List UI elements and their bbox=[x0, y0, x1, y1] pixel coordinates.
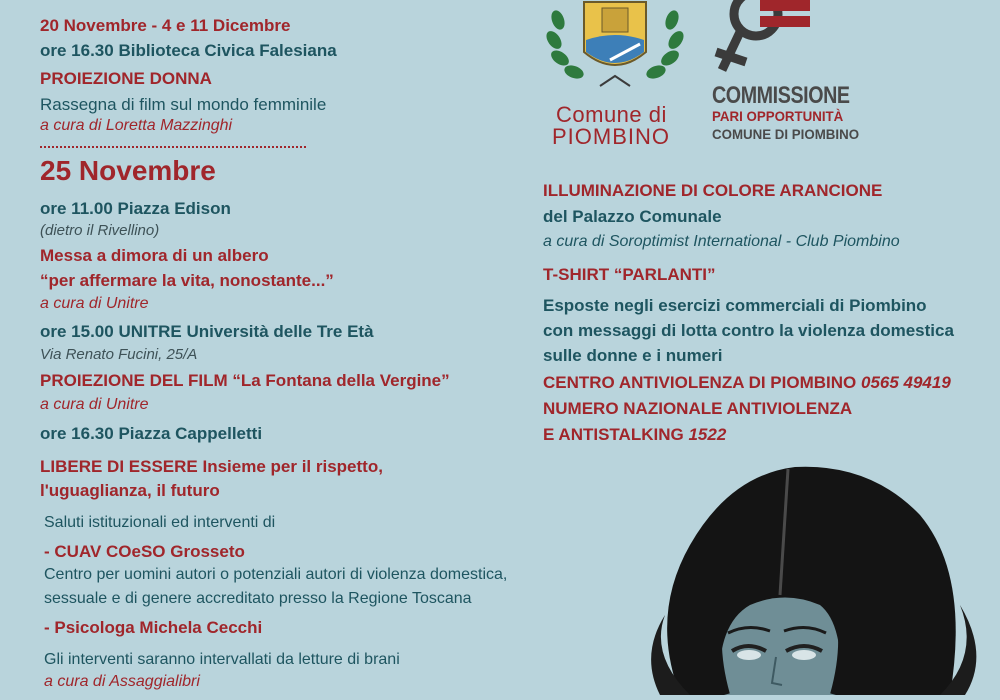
female-symbol-icon bbox=[712, 0, 812, 85]
cura-mazzinghi: a cura di Loretta Mazzinghi bbox=[40, 117, 233, 134]
proiezione-donna-heading: PROIEZIONE DONNA bbox=[40, 69, 212, 88]
interventi-line: Gli interventi saranno intervallati da letture di brani bbox=[44, 651, 400, 668]
via-fucini-line: Via Renato Fucini, 25/A bbox=[40, 346, 198, 363]
cura-unitre-1: a cura di Unitre bbox=[40, 295, 149, 312]
antistalking-line bbox=[543, 425, 726, 445]
commissione-title: COMMISSIONE bbox=[712, 82, 850, 109]
nov25-heading: 25 Novembre bbox=[40, 155, 216, 186]
cura-unitre-2: a cura di Unitre bbox=[40, 396, 149, 413]
psicologa-line: - Psicologa Michela Cecchi bbox=[44, 618, 263, 637]
affermare-line: “per affermare la vita, nonostante...” bbox=[40, 271, 334, 290]
centro-line-2: sessuale e di genere accreditato presso la Regione Toscana bbox=[44, 590, 472, 607]
antistalking-label: E ANTISTALKING bbox=[543, 425, 684, 444]
cappelletti-line: ore 16.30 Piazza Cappelletti bbox=[40, 424, 263, 443]
centro-line-1: Centro per uomini autori o potenziali autori di violenza domestica, bbox=[44, 566, 508, 583]
centro-antiviolenza-number: 0565 49419 bbox=[860, 373, 951, 392]
proiezione-film-line: PROIEZIONE DEL FILM “La Fontana della Vergine” bbox=[40, 371, 450, 390]
illuminazione-heading: ILLUMINAZIONE DI COLORE ARANCIONE bbox=[543, 181, 883, 200]
rassegna-text: Rassegna di film sul mondo femminile bbox=[40, 95, 327, 114]
unitre-line: ore 15.00 UNITRE Università delle Tre Età bbox=[40, 322, 374, 341]
coat-of-arms-icon bbox=[540, 0, 690, 100]
messa-line: Messa a dimora di un albero bbox=[40, 246, 269, 265]
numero-nazionale-line: NUMERO NAZIONALE ANTIVIOLENZA bbox=[543, 399, 853, 418]
cura-soroptimist: a cura di Soroptimist International - Club Piombino bbox=[543, 233, 900, 250]
esposte-line-3: sulle donne e i numeri bbox=[543, 346, 723, 365]
comune-label: Comune di bbox=[556, 102, 667, 127]
woman-illustration bbox=[620, 455, 1000, 695]
centro-antiviolenza-label: CENTRO ANTIVIOLENZA DI PIOMBINO bbox=[543, 373, 857, 392]
pari-opportunita-label: PARI OPPORTUNITÀ bbox=[712, 108, 844, 124]
tshirt-heading: T-SHIRT “PARLANTI” bbox=[543, 265, 716, 284]
palazzo-line: del Palazzo Comunale bbox=[543, 207, 722, 226]
esposte-line-1: Esposte negli esercizi commerciali di Piombino bbox=[543, 296, 927, 315]
section-divider bbox=[40, 146, 306, 148]
dates-line: 20 Novembre - 4 e 11 Dicembre bbox=[40, 16, 291, 35]
saluti-line: Saluti istituzionali ed interventi di bbox=[44, 514, 276, 531]
comune-piombino-label: COMUNE DI PIOMBINO bbox=[712, 126, 860, 142]
dietro-line: (dietro il Rivellino) bbox=[40, 222, 160, 239]
antistalking-number: 1522 bbox=[688, 425, 727, 444]
biblioteca-line: ore 16.30 Biblioteca Civica Falesiana bbox=[40, 41, 337, 60]
piombino-label: PIOMBINO bbox=[552, 124, 671, 149]
edison-line: ore 11.00 Piazza Edison bbox=[40, 199, 231, 218]
cura-assaggialibri: a cura di Assaggialibri bbox=[44, 673, 200, 690]
esposte-line-2: con messaggi di lotta contro la violenza domestica bbox=[543, 321, 954, 340]
cuav-line: - CUAV COeSO Grosseto bbox=[44, 542, 245, 561]
libere-line-2: l'uguaglianza, il futuro bbox=[40, 481, 220, 500]
centro-antiviolenza-line bbox=[543, 373, 951, 393]
libere-line-1: LIBERE DI ESSERE Insieme per il rispetto, bbox=[40, 457, 383, 476]
